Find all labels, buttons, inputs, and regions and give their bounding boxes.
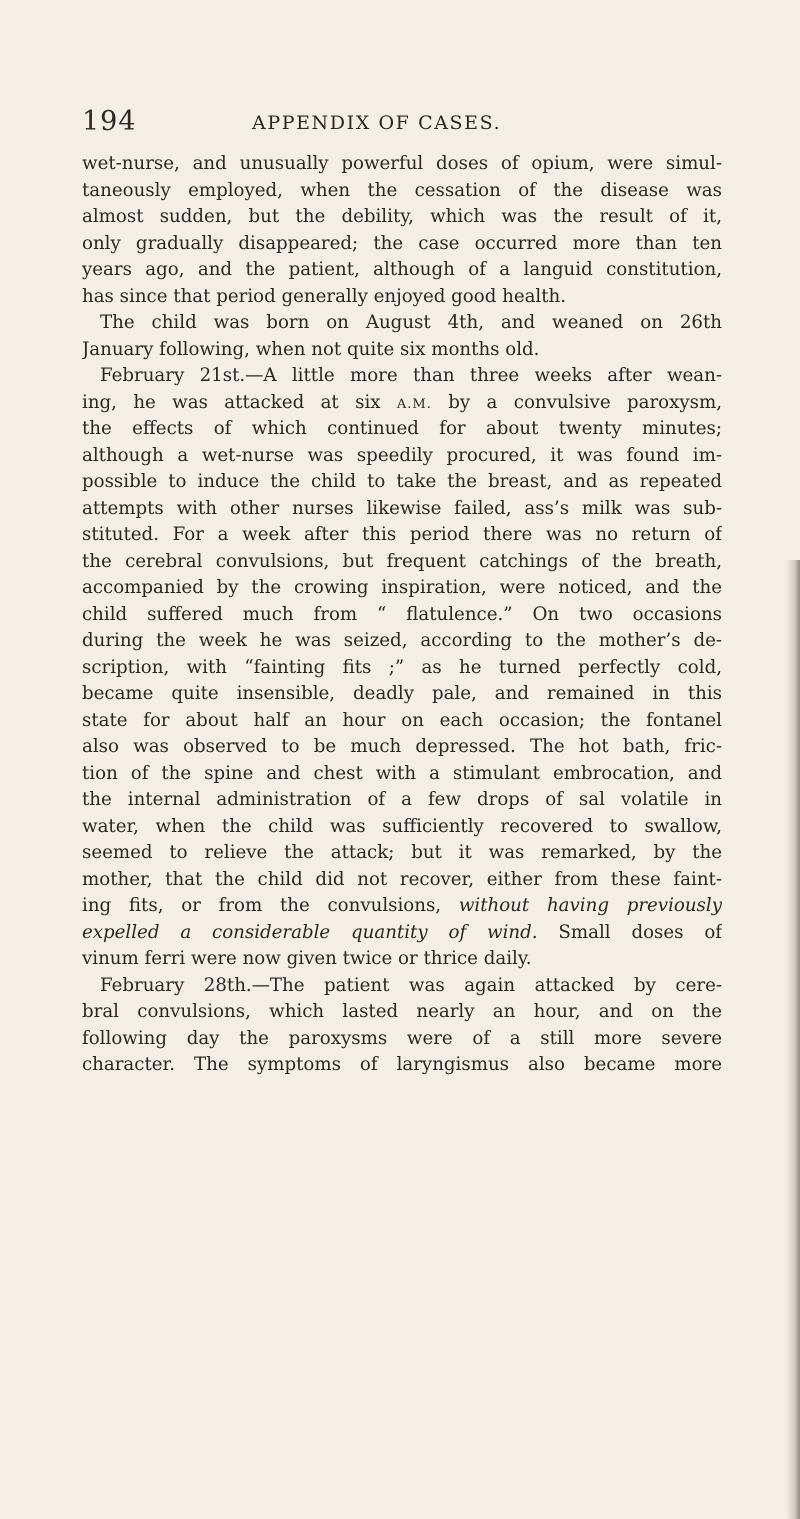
text-line: became quite insensible, deadly pale, and remained in this xyxy=(82,683,722,704)
text-line: The child was born on August 4th, and weaned on 26th xyxy=(100,312,722,333)
text-line: years ago, and the patient, although of a languid constitution, xyxy=(82,259,722,280)
text-line: scription, with “fainting fits ;” as he turned perfectly cold, xyxy=(82,656,722,678)
text-line: state for about half an hour on each occasion; the fontanel xyxy=(82,709,722,731)
text-line: February 21st.—A little more than three weeks after wean- xyxy=(100,365,722,386)
text-line: child suffered much from “ flatulence.” On two occasions xyxy=(82,603,722,625)
text-line: although a wet-nurse was speedily procured, it was found im- xyxy=(82,444,722,466)
text-line xyxy=(82,920,722,947)
text-segment: Small doses of xyxy=(537,921,722,943)
text-line: water, when the child was sufficiently recovered to swallow, xyxy=(82,815,722,837)
text-line: bral convulsions, which lasted nearly an hour, and on the xyxy=(82,1001,722,1022)
text-line: has since that period generally enjoyed good health. xyxy=(82,285,567,307)
text-line: vinum ferri were now given twice or thrice daily. xyxy=(82,948,532,969)
text-line: wet-nurse, and unusually powerful doses of opium, were simul- xyxy=(82,153,722,174)
running-head xyxy=(82,106,722,138)
time-abbreviation: A.M. xyxy=(396,396,432,412)
text-line: mother, that the child did not recover, either from these faint- xyxy=(82,868,722,890)
text-line: the internal administration of a few drops of sal volatile in xyxy=(82,789,722,810)
text-line: stituted. For a week after this period there was no return of xyxy=(82,524,722,545)
text-line: almost sudden, but the debility, which was the result of it, xyxy=(82,206,722,227)
italic-phrase: expelled a considerable quantity of wind. xyxy=(82,921,538,943)
italic-phrase: without having previously xyxy=(458,895,722,916)
page-number: 194 xyxy=(82,106,137,137)
text-segment: ing, he was attacked at six xyxy=(82,391,397,413)
text-segment: by a convulsive paroxysm, xyxy=(431,391,722,413)
text-line: the effects of which continued for about twenty minutes; xyxy=(82,418,722,439)
text-line: February 28th.—The patient was again attacked by cere- xyxy=(100,974,722,996)
text-line: seemed to relieve the attack; but it was remarked, by the xyxy=(82,842,722,863)
text-line: tion of the spine and chest with a stimulant embrocation, and xyxy=(82,762,722,784)
text-segment: ing fits, or from the convulsions, xyxy=(82,895,459,916)
text-line: taneously employed, when the cessation of the disease was xyxy=(82,179,722,201)
text-line: following day the paroxysms were of a still more severe xyxy=(82,1027,722,1049)
text-line xyxy=(82,893,722,920)
text-line: possible to induce the child to take the breast, and as repeated xyxy=(82,471,722,492)
text-line: during the week he was seized, according to the mother’s de- xyxy=(82,630,722,651)
text-line: only gradually disappeared; the case occurred more than ten xyxy=(82,232,722,254)
text-line: attempts with other nurses likewise failed, ass’s milk was sub- xyxy=(82,497,722,519)
text-line: also was observed to be much depressed. The hot bath, fric- xyxy=(82,736,722,757)
page-edge-shadow xyxy=(786,560,800,1519)
text-line: January following, when not quite six months old. xyxy=(82,338,540,360)
text-line: accompanied by the crowing inspiration, were noticed, and the xyxy=(82,577,722,598)
text-line: character. The symptoms of laryngismus also became more xyxy=(82,1054,722,1075)
body-text xyxy=(82,151,722,1079)
text-line: the cerebral convulsions, but frequent catchings of the breath, xyxy=(82,550,722,572)
text-line xyxy=(82,390,722,417)
running-title: APPENDIX OF CASES. xyxy=(252,112,502,134)
